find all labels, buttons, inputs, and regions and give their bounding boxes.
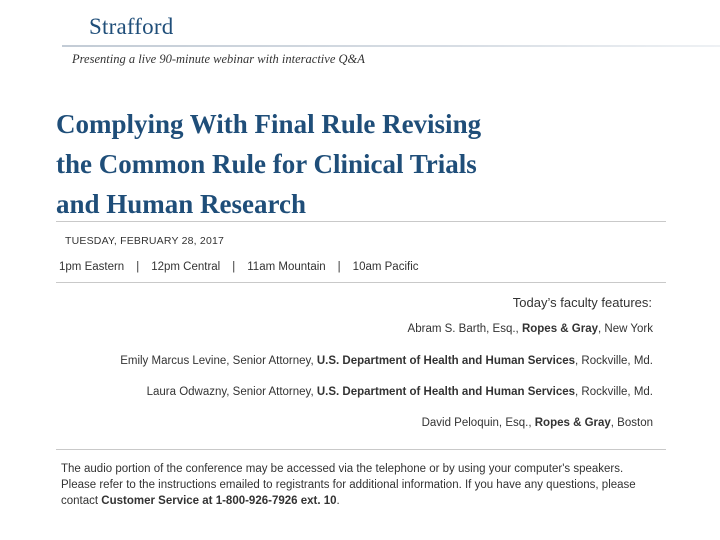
speaker-organization: U.S. Department of Health and Human Services (316, 355, 576, 367)
time-eastern: 1pm Eastern (59, 261, 125, 273)
speaker-4 (422, 417, 653, 429)
speaker-2 (120, 355, 653, 367)
header-rule (62, 45, 720, 47)
strafford-logo: Strafford (89, 14, 174, 39)
title-line-2: the Common Rule for Clinical Trials (56, 149, 477, 179)
title-line-3: and Human Research (56, 189, 307, 219)
speaker-organization: Ropes & Gray (534, 417, 611, 429)
speaker-name: Laura Odwazny, Senior Attorney, (146, 386, 317, 398)
divider-faculty (56, 449, 666, 450)
speaker-name: Abram S. Barth, Esq., (407, 323, 522, 335)
time-separator: | (337, 261, 341, 273)
speaker-3 (147, 386, 653, 398)
time-central: 12pm Central (151, 261, 221, 273)
webinar-date: TUESDAY, FEBRUARY 28, 2017 (65, 235, 225, 247)
time-mountain: 11am Mountain (247, 261, 326, 273)
speaker-location: , Rockville, Md. (575, 386, 653, 398)
speaker-name: David Peloquin, Esq., (421, 417, 535, 429)
speaker-organization: Ropes & Gray (521, 323, 599, 335)
divider-title (56, 221, 666, 222)
divider-schedule (56, 282, 666, 283)
tagline: Presenting a live 90-minute webinar with interactive Q&A (72, 52, 365, 66)
webinar-title (56, 104, 676, 224)
speaker-location: , Boston (610, 417, 653, 429)
speaker-organization: U.S. Department of Health and Human Services (316, 386, 576, 398)
time-pacific: 10am Pacific (352, 261, 419, 273)
title-line-1: Complying With Final Rule Revising (56, 109, 482, 139)
webinar-times (59, 261, 419, 273)
faculty-heading: Today’s faculty features: (512, 295, 652, 310)
time-separator: | (136, 261, 140, 273)
speaker-1 (408, 323, 653, 335)
audio-instructions-text: The audio portion of the conference may be accessed via the telephone or by using your computer's speakers. Please refer to the instructions emailed to registrants for additional information. If you have any questions, please contact (61, 463, 636, 507)
speaker-location: , New York (598, 323, 653, 335)
speaker-name: Emily Marcus Levine, Senior Attorney, (120, 355, 317, 367)
footer-period: . (336, 495, 340, 507)
time-separator: | (232, 261, 236, 273)
customer-service-contact: Customer Service at 1-800-926-7926 ext. 10 (101, 495, 337, 507)
audio-instructions (61, 461, 661, 509)
speaker-location: , Rockville, Md. (575, 355, 653, 367)
